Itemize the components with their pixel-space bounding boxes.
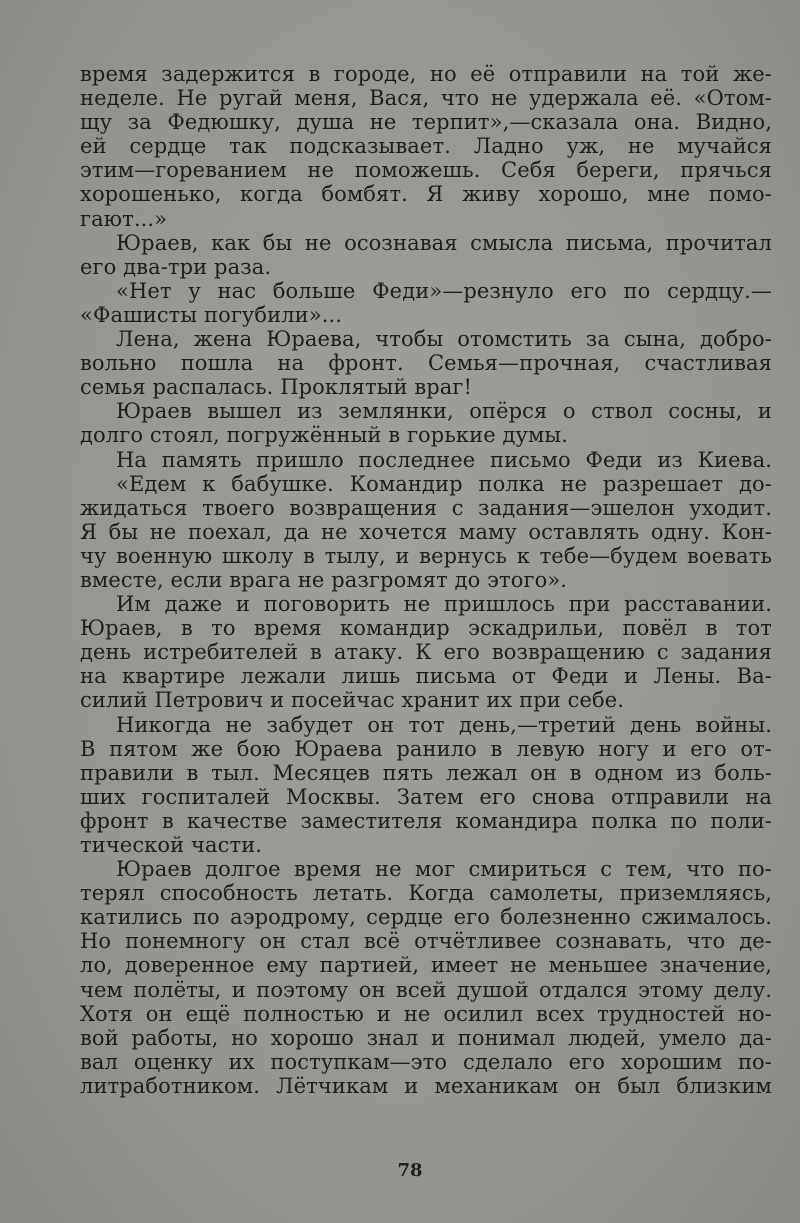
text-line: неделе. Не ругай меня, Вася, что не удержала её. «Отом- — [80, 86, 772, 111]
text-line: хорошенько, когда бомбят. Я живу хорошо, мне помо- — [80, 182, 772, 207]
text-line: ей сердце так подсказывает. Ладно уж, не мучайся — [80, 134, 772, 159]
text-line: чем полёты, и поэтому он всей душой отдался этому делу. — [80, 977, 772, 1002]
text-line: щу за Федюшку, душа не терпит»,—сказала она. Видно, — [80, 110, 772, 135]
text-line: вольно пошла на фронт. Семья—прочная, счастливая — [80, 351, 772, 376]
text-line: его два-три раза. — [80, 254, 272, 279]
text-line: этим—горeванием не поможешь. Себя береги, прячься — [80, 158, 772, 183]
text-line: Юраев вышел из землянки, опёрся о ствол сосны, и — [116, 399, 772, 424]
text-line: вал оценку их поступкам—это сделало его хорошим по- — [80, 1049, 772, 1074]
text-line: «Едем к бабушке. Командир полка не разрешает до- — [116, 471, 772, 496]
text-line: Юраев долгое время не мог смириться с тем, что по- — [116, 857, 772, 882]
text-line: силий Петрович и посейчас хранит их при себе. — [80, 688, 625, 713]
text-line: тической части. — [80, 833, 263, 857]
text-line: Юраев, в то время командир эскадрильи, повёл в тот — [80, 616, 772, 641]
text-line: день истребителей в атаку. К его возвращению с задания — [80, 640, 772, 665]
text-line: ших госпиталей Москвы. Затем его снова отправили на — [80, 784, 772, 809]
text-line: «Фашисты погубили»... — [80, 302, 343, 327]
text-line: жидаться твоего возвращения с задания—эшелон уходит. — [80, 495, 772, 520]
text-line: правили в тыл. Месяцев пять лежал он в одном из боль- — [80, 760, 772, 785]
text-line: ло, доверенное ему партией, имеет не меньшее значение, — [80, 953, 772, 978]
text-line: терял способность летать. Когда самолеты, приземляясь, — [80, 881, 772, 906]
text-line: В пятом же бою Юраева ранило в левую ногу и его от- — [80, 736, 772, 761]
text-line: «Нет у нас больше Феди»—резнуло его по сердцу.— — [116, 278, 772, 303]
text-line: Хотя он ещё полностью и не осилил всех трудностей но- — [80, 1001, 772, 1026]
text-line: Но понемногу он стал всё отчётливее сознавать, что де- — [80, 929, 772, 954]
text-line: долго стоял, погружённый в горькие думы. — [80, 423, 569, 448]
text-line: Лена, жена Юраева, чтобы отомстить за сына, добро- — [116, 327, 772, 352]
text-line: чу военную школу в тылу, и вернусь к тебе—будем воевать — [80, 543, 772, 568]
text-line: катились по аэродрому, сердце его болезненно сжималось. — [80, 905, 772, 930]
text-line: Юраев, как бы не осознавая смысла письма, прочитал — [116, 230, 772, 255]
text-line: Я бы не поехал, да не хочется маму оставлять одну. Кон- — [80, 519, 772, 544]
text-line: гают...» — [80, 206, 168, 231]
page-text — [80, 62, 772, 1098]
text-line: Им даже и поговорить не пришлось при расставании. — [116, 592, 772, 617]
text-line: вой работы, но хорошо знал и понимал людей, умело да- — [80, 1025, 772, 1050]
text-line: фронт в качестве заместителя командира полка по поли- — [80, 808, 772, 833]
text-line: На память пришло последнее письмо Феди из Киева. — [116, 447, 772, 472]
text-line: семья распалась. Проклятый враг! — [80, 375, 473, 400]
text-line: вместе, если врага не разгромят до этого». — [80, 567, 568, 592]
text-line: Никогда не забудет он тот день,—третий день войны. — [116, 712, 772, 737]
text-line: литработником. Лётчикам и механикам он был близким — [80, 1073, 772, 1098]
page-number: 78 — [397, 1160, 423, 1181]
text-line: время задержится в городе, но её отправили на той же- — [80, 62, 772, 86]
text-line: на квартире лежали лишь письма от Феди и Лены. Ва- — [80, 664, 772, 689]
